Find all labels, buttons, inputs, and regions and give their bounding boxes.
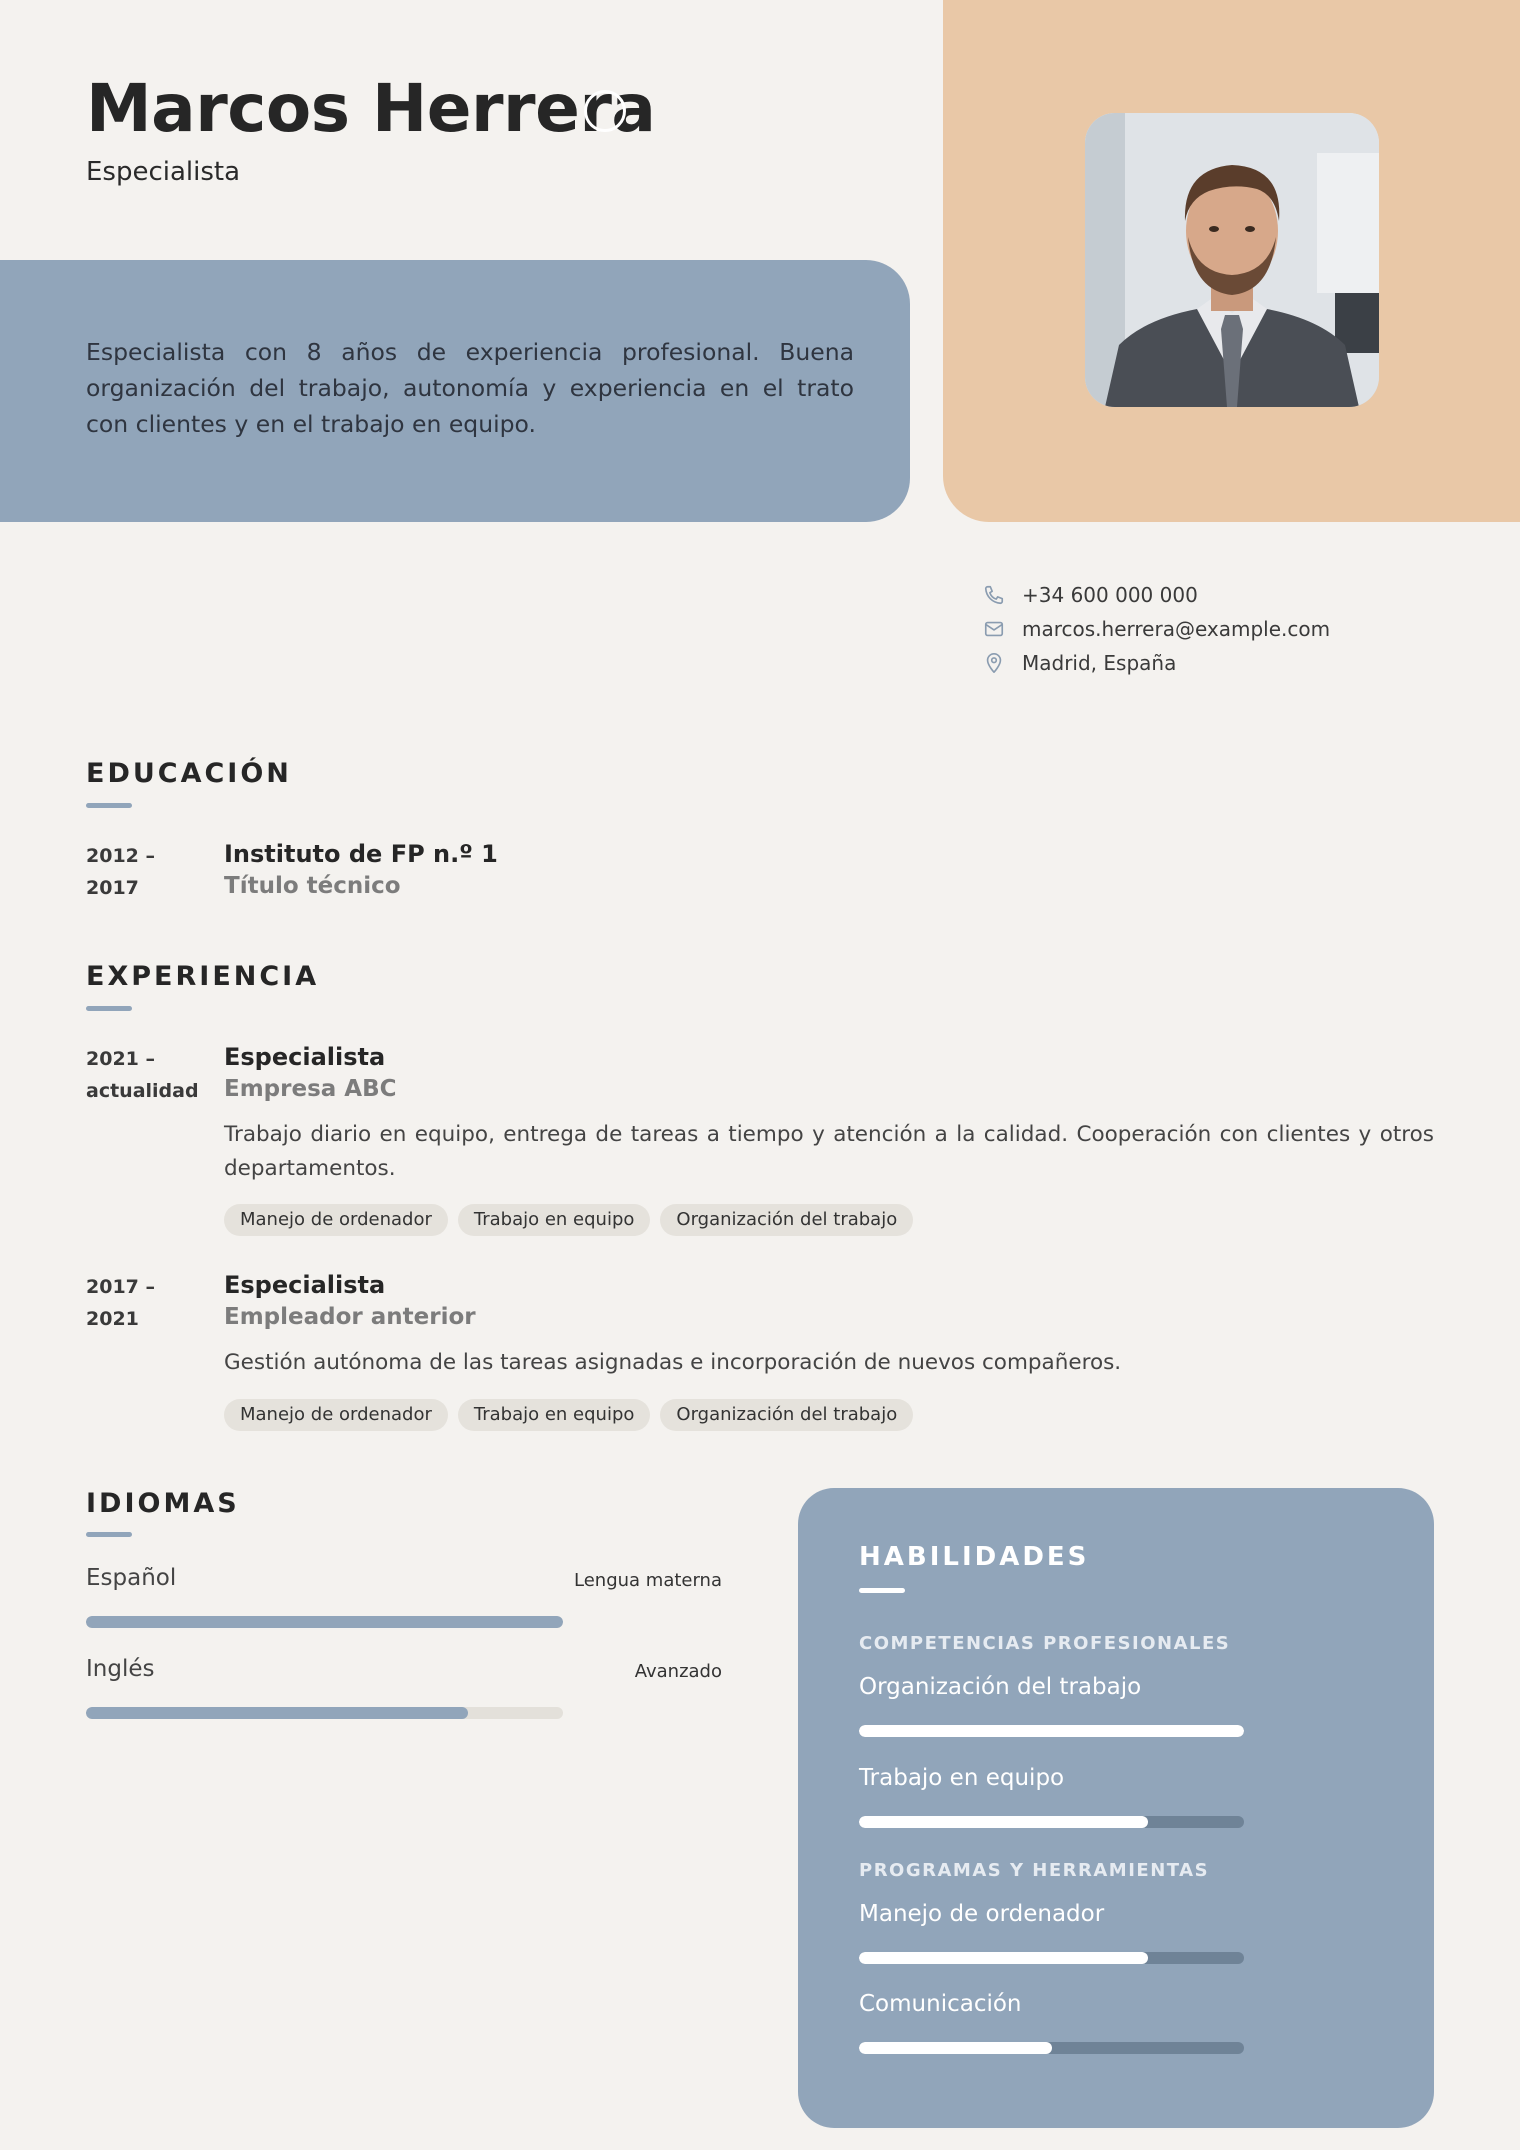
languages-heading-underline [86,1532,132,1537]
experience-title: Especialista [224,1043,386,1071]
language-bar-fill [86,1616,563,1628]
location-pin-icon [982,651,1006,675]
education-degree: Título técnico [224,873,401,899]
language-level: Avanzado [634,1661,722,1682]
language-name: Español [86,1565,177,1591]
skill-tag: Trabajo en equipo [458,1399,651,1431]
skill-bar-fill [859,2042,1052,2054]
experience-tags [224,1399,913,1431]
skills-panel [798,1488,1434,2128]
skill-name: Trabajo en equipo [859,1765,1065,1791]
skill-tag: Organización del trabajo [660,1399,913,1431]
skill-tag: Manejo de ordenador [224,1204,448,1236]
skill-bar [859,1725,1244,1737]
skill-tag: Manejo de ordenador [224,1399,448,1431]
experience-date [86,1043,199,1107]
experience-heading-underline [86,1006,132,1011]
experience-company: Empleador anterior [224,1304,476,1330]
language-bar [86,1616,563,1628]
contact-email [982,612,1330,646]
language-name: Inglés [86,1656,155,1682]
contact-info [982,578,1330,680]
languages-heading: IDIOMAS [86,1488,240,1519]
location-text: Madrid, España [1022,651,1177,675]
skill-tag: Organización del trabajo [660,1204,913,1236]
candidate-name: Marcos Herrera [86,70,656,147]
experience-heading: EXPERIENCIA [86,961,320,992]
experience-company: Empresa ABC [224,1076,397,1102]
summary-text: Especialista con 8 años de experiencia profesional. Buena organización del trabajo, autonomía y experiencia en el trato con clientes y en el trabajo en equipo. [86,338,854,438]
experience-date [86,1271,155,1335]
experience-tags [224,1204,913,1236]
mail-icon [982,617,1006,641]
skill-bar-fill [859,1952,1148,1964]
language-bar-fill [86,1707,468,1719]
education-institution: Instituto de FP n.º 1 [224,840,498,868]
language-level: Lengua materna [574,1570,722,1591]
skill-bar [859,1952,1244,1964]
phone-text: +34 600 000 000 [1022,583,1198,607]
experience-date-end: 2021 [86,1308,139,1330]
skill-bar-fill [859,1725,1244,1737]
skills-heading: HABILIDADES [859,1542,1090,1572]
decorative-ring [584,90,626,132]
skill-name: Comunicación [859,1991,1022,2017]
contact-location [982,646,1330,680]
experience-title: Especialista [224,1271,386,1299]
skill-bar [859,2042,1244,2054]
skill-name: Organización del trabajo [859,1674,1142,1700]
experience-date-start: 2017 – [86,1276,155,1298]
contact-phone [982,578,1330,612]
education-heading: EDUCACIÓN [86,758,292,789]
experience-description: Gestión autónoma de las tareas asignadas e incorporación de nuevos compañeros. [224,1350,1122,1375]
skill-bar [859,1816,1244,1828]
phone-icon [982,583,1006,607]
education-date [86,840,155,904]
skill-tag: Trabajo en equipo [458,1204,651,1236]
experience-date-end: actualidad [86,1080,199,1102]
skills-category: COMPETENCIAS PROFESIONALES [859,1633,1231,1654]
skill-name: Manejo de ordenador [859,1901,1105,1927]
email-text: marcos.herrera@example.com [1022,617,1331,641]
skill-bar-fill [859,1816,1148,1828]
experience-date-start: 2021 – [86,1048,155,1070]
experience-description: Trabajo diario en equipo, entrega de tareas a tiempo y atención a la calidad. Cooperación con clientes y otros departamentos. [224,1122,1434,1181]
education-date-start: 2012 – [86,845,155,867]
education-heading-underline [86,803,132,808]
skills-heading-underline [859,1588,905,1593]
candidate-role: Especialista [86,157,241,187]
language-bar [86,1707,563,1719]
skills-category: PROGRAMAS Y HERRAMIENTAS [859,1860,1210,1881]
profile-photo [1085,113,1379,407]
education-date-end: 2017 [86,877,139,899]
